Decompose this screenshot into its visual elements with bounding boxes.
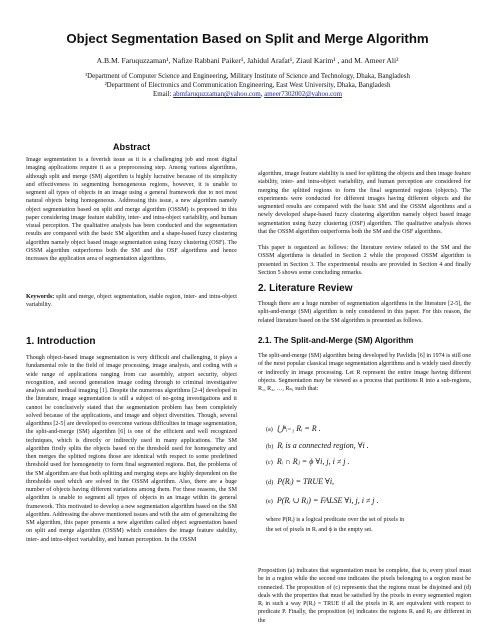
condition-b: (b) Rᵢ is a connected region, ∀i . — [266, 441, 369, 450]
abstract-text: Image segmentation is a feverish issue as it is a challenging job and most digital imaging applications require it as a preprocessing step. Among various algorithms, although split and merge (SM) algorithm is highly lucrative because of its simplicity and effectiveness in segmenting homogeneous regions, however, it is unable to segment all types of objects in an image using a general framework due to not most natural objects being homogeneous. Addressing this issue, a new algorithm namely object segmentation based on split and merge algorithm (OSSM) is proposed in this paper considering image feature stability, inter- and intra-object variability, and human visual perception. The qualitative analysis has been conducted and the segmentation results are compared with the basic SM algorithm and a shape-based fuzzy clustering algorithm namely object based image segmentation using fuzzy clustering (OSF). The OSSM algorithm outperforms both the SM and the OSF algorithms and hence increases the application area of segmentation algorithms. — [26, 157, 237, 262]
introduction-heading: 1. Introduction — [26, 336, 96, 347]
email-separator: , — [260, 91, 265, 98]
email-line — [0, 91, 495, 98]
proposition-text: Proposition (a) indicates that segmentation must be complete, that is, every pixel must be in a region while the second one indicates the pixels belonging to a region must be connected. The proposition of (c) represents that the regions must be disjoined and (d) deals with the properties that must be satisfied by the pixels in every segmented region Rᵢ in such a way P(Rᵢ) = TRUE if all the pixels in Rᵢ are equivalent with respect to predicate P. Finally, the proposition (e) indicates the regions Rᵢ and Rⱼ are different in the — [258, 568, 471, 624]
sm-algorithm-text: The split-and-merge (SM) algorithm being developed by Pavlidis [6] in 1974 is still one of the most popular classical image segmentation algorithms and is widely used directly or indirectly in image processing. Let R represent the entire image having different objects. Segmentation may be viewed as a process that partitions R into a sub-regions, R₁, R₂, …, Rₙ, such that: — [258, 353, 472, 392]
author-list: A.B.M. Faruquzzaman¹, Nafize Rabbani Paiker¹, Jahidul Arafat¹, Ziaul Karim¹ , and M. Ameer Ali² — [96, 56, 399, 65]
email-link-2[interactable]: ameer7302002@yahoo.com — [264, 91, 342, 98]
condition-d: (d) P(Rᵢ) = TRUE ∀i, — [266, 477, 335, 486]
literature-review-text: Though there are a huge number of segmentation algorithms in the literature [2-5], the split-and-merge (SM) algorithm is only considered in this paper. For this reason, the related literature based on the SM algorithm is presented as follows. — [258, 301, 471, 324]
condition-a: (a) ⋃ⁿᵢ₌₁ Rᵢ = R . — [266, 424, 321, 433]
introduction-text: Though object-based image segmentation is very difficult and challenging, it plays a fundamental role in the field of image processing, image analysis, and coding with a wide range of applications ranging from car assembly, airport security, object recognition, and second generation image coding through to criminal investigative analysis and medical imaging [1]. Despite the numerous algorithms [2-4] developed in the literature, image segmentation is still a subject of no-going investigations and it cannot be conclusively stated that the segmentation problem has been completely solved because of the applications, and image and object diversities. Though, several algorithms [2-5] are developed to overcome various difficulties in image segmentation, the split-and-merge (SM) algorithm [6] is one of the efficient and well recognized techniques, which is directly or indirectly used in many applications. The SM algorithm firstly splits the objects based on the threshold used for homogeneity and then merges the splitted regions those are identical with respect to some predefined threshold used for homogeneity to form final segmented regions. But, the problems of the SM algorithm are that both splitting and merging steps are highly dependent on the thresholds used which are solved in the OSSM algorithm. Also, there are a huge number of objects having different variations among them. For these reasons, the SM algorithm is unable to segment all types of objects in an image within its general framework. This motivated to develop a new segmentation algorithm based on the SM algorithm. Addressing the above mentioned issues and with the aim of generalizing the SM algorithm, this paper presents a new algorithm called object segmentation based on split and merge algorithm (OSSM) which considers the image feature stability, inter- and intra-object variability, and human perception. In the OSSM — [26, 355, 237, 543]
affiliation-1: ¹Department of Computer Science and Engineering, Military Institute of Science and Technology, Dhaka, Bangladesh — [85, 73, 410, 80]
keywords — [26, 293, 237, 310]
predicate-line-2: the set of pixels in Rᵢ and ϕ is the empty set. — [266, 527, 373, 533]
condition-e: (e) P(Rᵢ ∪ Rⱼ) = FALSE ∀i, j, i ≠ j . — [266, 496, 379, 505]
sm-algorithm-heading: 2.1. The Split-and-Merge (SM) Algorithm — [258, 336, 414, 345]
abstract-heading: Abstract — [112, 142, 151, 152]
affiliation-2: ²Department of Electronics and Communication Engineering, East West University, Dhaka, Bangladesh — [104, 82, 391, 89]
keywords-label: Keywords: — [26, 294, 55, 300]
email-link-1[interactable]: abmfaruquzzaman@yahoo.com — [173, 91, 261, 98]
predicate-definition — [266, 515, 471, 535]
literature-review-heading: 2. Literature Review — [258, 283, 353, 294]
predicate-line-1: where P(Rᵢ) is a logical predicate over the set of pixels in — [266, 517, 405, 523]
condition-c: (c) Rᵢ ∩ Rⱼ = ϕ ∀i, j, i ≠ j . — [266, 457, 350, 466]
right-paragraph-1: algorithm, image feature stability is used for splitting the objects and then image feature stability, inter- and intra-object variability, and human perception are considered for merging the splitted regions to form the final segmented regions (objects). The experiments were conducted for different images having different objects and the segmented results are compared with the basic SM and the OSSM algorithms and a newly developed shape-based fuzzy clustering algorithm namely object based image segmentation using fuzzy clustering (OSF) algorithm. The qualitative analysis shows that the OSSM algorithm outperforms both the SM and the OSF algorithms. — [258, 171, 471, 235]
keywords-text: split and merge, object segmentation, stable region, inter- and intra-object variability. — [26, 294, 237, 309]
right-paragraph-2: This paper is organized as follows: the literature review related to the SM and the OSSM algorithms is detailed in Section 2 while the proposed OSSM algorithm is presented in Section 3. The experimental results are provided in Section 4 and finally Section 5 shows some concluding remarks. — [258, 245, 471, 276]
email-label: Email: — [153, 91, 174, 98]
paper-title: Object Segmentation Based on Split and Merge Algorithm — [66, 31, 429, 46]
